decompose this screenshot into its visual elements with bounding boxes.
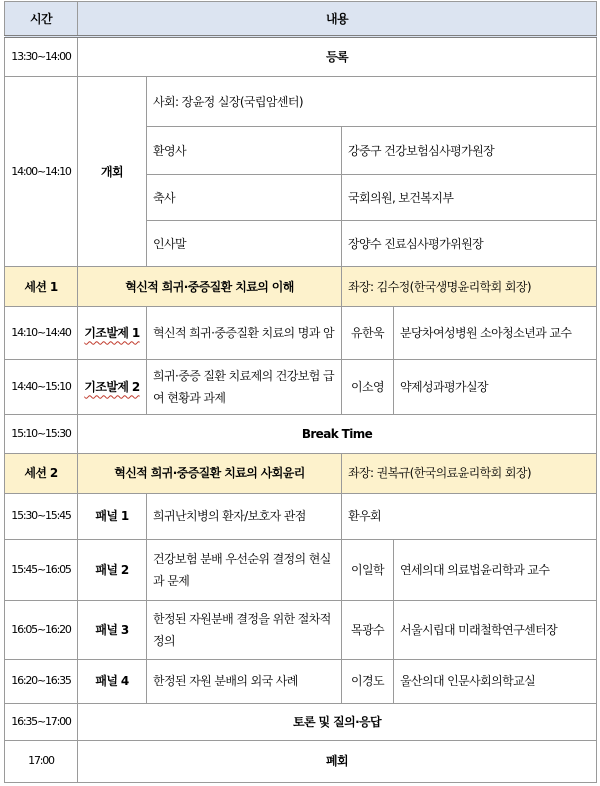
keynote2-title: 희귀·중증 질환 치료제의 건강보험 급여 현황과 과제 (147, 360, 342, 415)
panel1-title: 희귀난치병의 환자/보호자 관점 (147, 493, 342, 539)
welcome-role: 환영사 (147, 127, 342, 175)
opening-label: 개회 (78, 77, 147, 267)
session2-chair: 좌장: 권복규(한국의료윤리학회 회장) (342, 453, 597, 493)
table-row (5, 539, 597, 600)
table-row (5, 703, 597, 740)
panel2-time: 15:45~16:05 (5, 539, 78, 600)
panel3-affiliation: 서울시립대 미래철학연구센터장 (394, 600, 597, 659)
panel1-speaker: 환우회 (342, 493, 597, 539)
session-row (5, 453, 597, 493)
panel4-affiliation: 울산의대 인문사회의학교실 (394, 659, 597, 703)
panel3-title: 한정된 자원분배 결정을 위한 절차적 정의 (147, 600, 342, 659)
congrats-speaker: 국회의원, 보건복지부 (342, 175, 597, 221)
panel2-label: 패널 2 (78, 539, 147, 600)
keynote1-time: 14:10~14:40 (5, 307, 78, 360)
table-row (5, 307, 597, 360)
greeting-speaker: 장양수 진료심사평가위원장 (342, 221, 597, 267)
table-row (5, 360, 597, 415)
panel3-speaker: 목광수 (342, 600, 394, 659)
opening-host: 사회: 장윤정 실장(국립암센터) (147, 77, 597, 127)
registration-time: 13:30~14:00 (5, 37, 78, 77)
keynote1-speaker: 유한욱 (342, 307, 394, 360)
keynote2-label: 기조발제 2 (84, 380, 140, 395)
panel2-affiliation: 연세의대 의료법윤리학과 교수 (394, 539, 597, 600)
discussion-text: 토론 및 질의·응답 (78, 703, 597, 740)
table-row (5, 493, 597, 539)
session1-label: 세션 1 (5, 267, 78, 307)
keynote1-label: 기조발제 1 (84, 326, 140, 341)
keynote1-title: 혁신적 희귀·중증질환 치료의 명과 암 (147, 307, 342, 360)
session1-title: 혁신적 희귀·중증질환 치료의 이해 (78, 267, 342, 307)
header-time: 시간 (5, 2, 78, 37)
header-content: 내용 (78, 2, 597, 37)
break-time: 15:10~15:30 (5, 415, 78, 453)
panel2-speaker: 이일학 (342, 539, 394, 600)
closing-time: 17:00 (5, 740, 78, 782)
welcome-speaker: 강중구 건강보험심사평가원장 (342, 127, 597, 175)
keynote2-speaker: 이소영 (342, 360, 394, 415)
discussion-time: 16:35~17:00 (5, 703, 78, 740)
panel3-label: 패널 3 (78, 600, 147, 659)
panel4-title: 한정된 자원 분배의 외국 사례 (147, 659, 342, 703)
session2-title: 혁신적 희귀·중증질환 치료의 사회윤리 (78, 453, 342, 493)
table-row (5, 740, 597, 782)
header-row (5, 2, 597, 37)
table-row (5, 37, 597, 77)
table-row (5, 600, 597, 659)
break-text: Break Time (78, 415, 597, 453)
table-row (5, 415, 597, 453)
opening-time: 14:00~14:10 (5, 77, 78, 267)
schedule-table (4, 1, 597, 783)
keynote2-affiliation: 약제성과평가실장 (394, 360, 597, 415)
panel1-label: 패널 1 (78, 493, 147, 539)
panel1-time: 15:30~15:45 (5, 493, 78, 539)
keynote1-affiliation: 분당차여성병원 소아청소년과 교수 (394, 307, 597, 360)
table-row (5, 659, 597, 703)
session1-chair: 좌장: 김수정(한국생명윤리학회 회장) (342, 267, 597, 307)
panel2-title: 건강보험 분배 우선순위 결정의 현실과 문제 (147, 539, 342, 600)
panel4-speaker: 이경도 (342, 659, 394, 703)
session2-label: 세션 2 (5, 453, 78, 493)
greeting-role: 인사말 (147, 221, 342, 267)
keynote2-time: 14:40~15:10 (5, 360, 78, 415)
closing-text: 폐회 (78, 740, 597, 782)
table-row (5, 77, 597, 127)
registration-text: 등록 (78, 37, 597, 77)
congrats-role: 축사 (147, 175, 342, 221)
panel4-time: 16:20~16:35 (5, 659, 78, 703)
session-row (5, 267, 597, 307)
panel4-label: 패널 4 (78, 659, 147, 703)
panel3-time: 16:05~16:20 (5, 600, 78, 659)
